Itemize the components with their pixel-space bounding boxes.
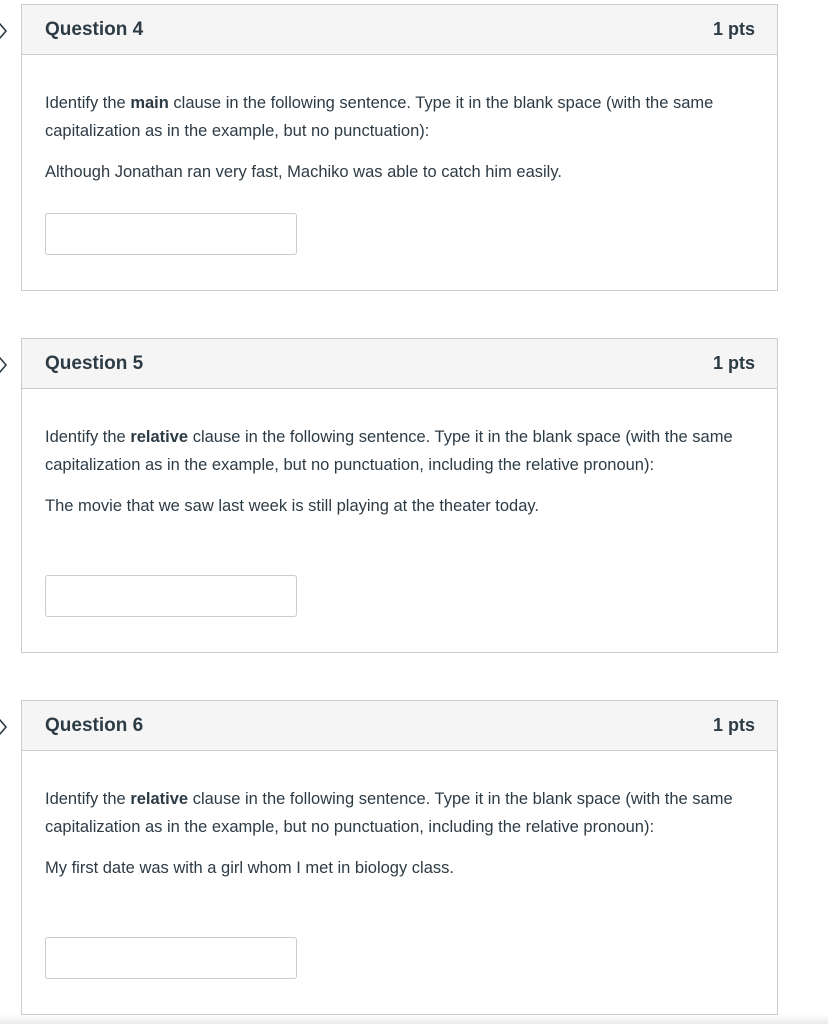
question-prompt: Identify the relative clause in the following sentence. Type it in the blank space (with the same capitalization as in the example, but no punctuation, including the relative pronoun): (45, 428, 733, 474)
question-prompt: Identify the relative clause in the following sentence. Type it in the blank space (with the same capitalization as in the example, but no punctuation, including the relative pronoun): (45, 790, 733, 836)
question-flag-icon[interactable] (0, 356, 8, 374)
question-body (22, 389, 777, 520)
question-sentence: Although Jonathan ran very fast, Machiko was able to catch him easily. (45, 163, 562, 181)
question-title: Question 4 (45, 18, 144, 40)
question-points: 1 pts (712, 353, 755, 373)
bottom-shadow (0, 1014, 828, 1024)
question-prompt: Identify the main clause in the following sentence. Type it in the blank space (with the same capitalization as in the example, but no punctuation): (45, 94, 714, 140)
question-card (21, 4, 778, 291)
question-sentence: The movie that we saw last week is still playing at the theater today. (45, 497, 540, 515)
question-body (22, 751, 777, 882)
answer-input[interactable] (45, 213, 297, 255)
question-card (21, 338, 778, 653)
answer-input[interactable] (45, 937, 297, 979)
question-points: 1 pts (712, 19, 755, 39)
question-header (22, 5, 777, 55)
question-title: Question 5 (45, 352, 144, 374)
answer-input[interactable] (45, 575, 297, 617)
question-header (22, 701, 777, 751)
question-body (22, 55, 777, 186)
question-card (21, 700, 778, 1015)
question-flag-icon[interactable] (0, 718, 8, 736)
question-title: Question 6 (45, 714, 144, 736)
question-sentence: My first date was with a girl whom I met in biology class. (45, 859, 454, 877)
question-header (22, 339, 777, 389)
question-points: 1 pts (712, 715, 755, 735)
question-flag-icon[interactable] (0, 22, 8, 40)
